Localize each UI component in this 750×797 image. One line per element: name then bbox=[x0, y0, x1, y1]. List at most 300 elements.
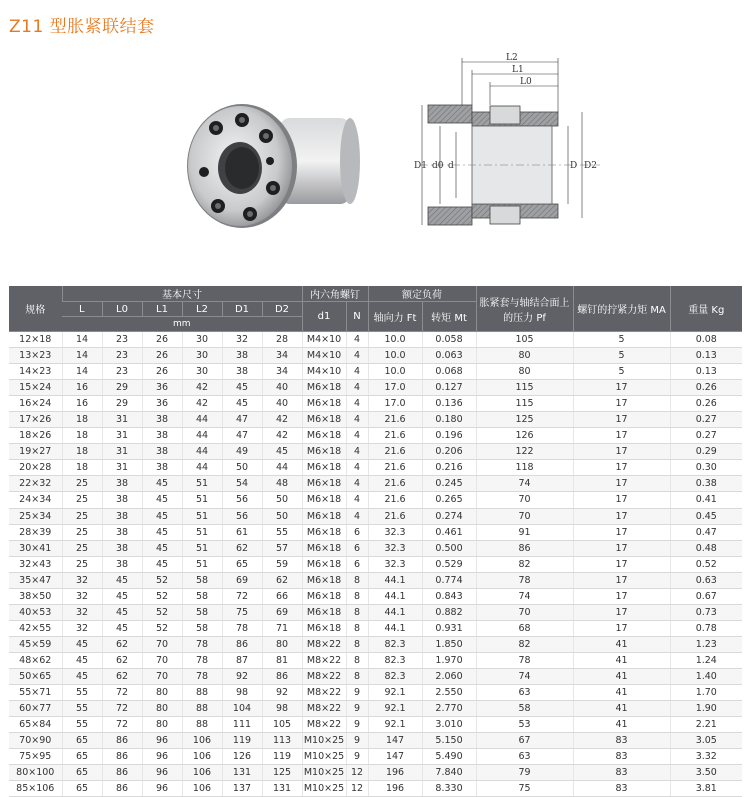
table-cell: 34 bbox=[262, 364, 302, 380]
table-cell: 19×27 bbox=[9, 444, 62, 460]
table-cell: 55 bbox=[62, 685, 102, 701]
table-cell: 9 bbox=[346, 701, 368, 717]
table-cell: M6×18 bbox=[302, 380, 346, 396]
table-cell: 74 bbox=[476, 668, 573, 684]
table-cell: M6×18 bbox=[302, 556, 346, 572]
table-cell: 10.0 bbox=[368, 332, 422, 348]
table-cell: 18 bbox=[62, 428, 102, 444]
dim-d1: D1 bbox=[414, 161, 427, 171]
table-cell: 38 bbox=[102, 540, 142, 556]
table-cell: 4 bbox=[346, 460, 368, 476]
table-cell: 2.770 bbox=[422, 701, 476, 717]
table-cell: 28×39 bbox=[9, 524, 62, 540]
table-cell: 126 bbox=[222, 749, 262, 765]
table-cell: 72 bbox=[102, 685, 142, 701]
table-row bbox=[9, 460, 742, 476]
table-cell: 72 bbox=[102, 701, 142, 717]
table-cell: 87 bbox=[222, 652, 262, 668]
table-cell: 18 bbox=[62, 460, 102, 476]
table-cell: 23 bbox=[102, 348, 142, 364]
table-cell: M8×22 bbox=[302, 652, 346, 668]
table-cell: 14×23 bbox=[9, 364, 62, 380]
table-cell: 80 bbox=[142, 685, 182, 701]
table-cell: 29 bbox=[102, 380, 142, 396]
table-cell: 75 bbox=[222, 604, 262, 620]
table-cell: 10.0 bbox=[368, 348, 422, 364]
table-cell: 0.13 bbox=[670, 348, 742, 364]
header-rated-load: 额定负荷 bbox=[368, 286, 476, 302]
table-cell: 5 bbox=[573, 364, 670, 380]
table-cell: 70 bbox=[476, 604, 573, 620]
table-cell: 9 bbox=[346, 733, 368, 749]
table-cell: 115 bbox=[476, 380, 573, 396]
table-cell: 91 bbox=[476, 524, 573, 540]
table-cell: 119 bbox=[222, 733, 262, 749]
table-cell: 60×77 bbox=[9, 701, 62, 717]
table-cell: 51 bbox=[182, 524, 222, 540]
table-cell: 23 bbox=[102, 332, 142, 348]
table-cell: 0.45 bbox=[670, 508, 742, 524]
table-cell: 86 bbox=[222, 636, 262, 652]
table-cell: 16 bbox=[62, 380, 102, 396]
table-cell: 0.196 bbox=[422, 428, 476, 444]
table-cell: 34 bbox=[262, 348, 302, 364]
table-cell: 36 bbox=[142, 396, 182, 412]
table-row bbox=[9, 556, 742, 572]
table-cell: 21.6 bbox=[368, 412, 422, 428]
table-row bbox=[9, 652, 742, 668]
table-cell: 104 bbox=[222, 701, 262, 717]
header-D2: D2 bbox=[262, 302, 302, 317]
table-cell: 4 bbox=[346, 492, 368, 508]
table-row bbox=[9, 380, 742, 396]
table-cell: 0.245 bbox=[422, 476, 476, 492]
table-cell: 70 bbox=[142, 636, 182, 652]
table-cell: 0.931 bbox=[422, 620, 476, 636]
table-cell: 115 bbox=[476, 396, 573, 412]
table-cell: M6×18 bbox=[302, 492, 346, 508]
table-cell: 45 bbox=[62, 652, 102, 668]
table-row bbox=[9, 476, 742, 492]
table-cell: 45 bbox=[102, 588, 142, 604]
table-cell: 137 bbox=[222, 781, 262, 797]
dim-l2: L2 bbox=[506, 53, 518, 63]
table-cell: 17 bbox=[573, 460, 670, 476]
table-cell: 1.970 bbox=[422, 652, 476, 668]
table-cell: M6×18 bbox=[302, 588, 346, 604]
table-cell: 78 bbox=[182, 652, 222, 668]
table-cell: 74 bbox=[476, 476, 573, 492]
table-cell: 63 bbox=[476, 749, 573, 765]
table-cell: 83 bbox=[573, 733, 670, 749]
table-cell: 52 bbox=[142, 604, 182, 620]
table-cell: 9 bbox=[346, 717, 368, 733]
table-cell: 56 bbox=[222, 492, 262, 508]
table-cell: 41 bbox=[573, 717, 670, 733]
table-cell: M10×25 bbox=[302, 749, 346, 765]
table-cell: 1.90 bbox=[670, 701, 742, 717]
table-cell: 25 bbox=[62, 492, 102, 508]
table-cell: 21.6 bbox=[368, 492, 422, 508]
table-cell: 25×34 bbox=[9, 508, 62, 524]
table-cell: 106 bbox=[182, 765, 222, 781]
table-cell: 0.180 bbox=[422, 412, 476, 428]
table-cell: 17 bbox=[573, 604, 670, 620]
table-cell: 65 bbox=[222, 556, 262, 572]
table-cell: 25 bbox=[62, 524, 102, 540]
table-cell: 51 bbox=[182, 540, 222, 556]
table-cell: 8 bbox=[346, 652, 368, 668]
table-cell: 196 bbox=[368, 781, 422, 797]
table-cell: 30 bbox=[182, 364, 222, 380]
table-cell: 0.058 bbox=[422, 332, 476, 348]
table-row bbox=[9, 540, 742, 556]
table-cell: 5.490 bbox=[422, 749, 476, 765]
table-cell: 0.38 bbox=[670, 476, 742, 492]
table-cell: 55×71 bbox=[9, 685, 62, 701]
table-cell: 74 bbox=[476, 588, 573, 604]
table-cell: 4 bbox=[346, 396, 368, 412]
table-cell: 125 bbox=[476, 412, 573, 428]
table-cell: 14 bbox=[62, 348, 102, 364]
table-cell: M4×10 bbox=[302, 332, 346, 348]
table-cell: 70 bbox=[476, 508, 573, 524]
table-cell: 21.6 bbox=[368, 460, 422, 476]
table-cell: 82.3 bbox=[368, 652, 422, 668]
table-cell: 25 bbox=[62, 476, 102, 492]
table-cell: 3.010 bbox=[422, 717, 476, 733]
table-cell: 0.08 bbox=[670, 332, 742, 348]
table-cell: 4 bbox=[346, 380, 368, 396]
table-cell: 55 bbox=[62, 717, 102, 733]
table-cell: 3.81 bbox=[670, 781, 742, 797]
table-row bbox=[9, 588, 742, 604]
table-cell: M6×18 bbox=[302, 604, 346, 620]
table-cell: M6×18 bbox=[302, 476, 346, 492]
table-cell: 1.23 bbox=[670, 636, 742, 652]
table-cell: 24×34 bbox=[9, 492, 62, 508]
table-cell: 54 bbox=[222, 476, 262, 492]
table-cell: 25 bbox=[62, 540, 102, 556]
table-cell: 0.48 bbox=[670, 540, 742, 556]
table-cell: 17 bbox=[573, 540, 670, 556]
table-cell: 63 bbox=[476, 685, 573, 701]
table-cell: 0.27 bbox=[670, 412, 742, 428]
table-cell: 42 bbox=[262, 412, 302, 428]
table-cell: 48×62 bbox=[9, 652, 62, 668]
table-cell: 16 bbox=[62, 396, 102, 412]
table-cell: 0.41 bbox=[670, 492, 742, 508]
table-cell: 0.47 bbox=[670, 524, 742, 540]
table-row bbox=[9, 733, 742, 749]
table-row bbox=[9, 749, 742, 765]
table-cell: 14 bbox=[62, 364, 102, 380]
table-cell: M8×22 bbox=[302, 668, 346, 684]
dim-d: d bbox=[448, 161, 454, 171]
table-cell: 105 bbox=[262, 717, 302, 733]
table-cell: 45 bbox=[142, 476, 182, 492]
table-cell: 96 bbox=[142, 733, 182, 749]
table-cell: 17 bbox=[573, 524, 670, 540]
table-cell: 38 bbox=[222, 364, 262, 380]
header-N: N bbox=[346, 302, 368, 332]
table-cell: 52 bbox=[142, 588, 182, 604]
table-cell: M8×22 bbox=[302, 701, 346, 717]
screw-section bbox=[490, 106, 520, 124]
table-cell: 17 bbox=[573, 380, 670, 396]
table-cell: 17 bbox=[573, 572, 670, 588]
table-cell: 58 bbox=[182, 604, 222, 620]
table-cell: 16×24 bbox=[9, 396, 62, 412]
table-cell: 80 bbox=[142, 701, 182, 717]
table-cell: 8 bbox=[346, 620, 368, 636]
table-cell: 4 bbox=[346, 428, 368, 444]
table-cell: 0.265 bbox=[422, 492, 476, 508]
table-cell: 9 bbox=[346, 685, 368, 701]
table-cell: 42 bbox=[182, 396, 222, 412]
table-cell: M6×18 bbox=[302, 572, 346, 588]
page-title: Z11 型胀紧联结套 bbox=[9, 17, 155, 37]
table-cell: 86 bbox=[102, 749, 142, 765]
table-cell: 42 bbox=[182, 380, 222, 396]
table-cell: 45 bbox=[62, 636, 102, 652]
table-cell: 18 bbox=[62, 412, 102, 428]
table-cell: 106 bbox=[182, 749, 222, 765]
table-cell: 83 bbox=[573, 781, 670, 797]
table-cell: 0.26 bbox=[670, 396, 742, 412]
table-cell: 105 bbox=[476, 332, 573, 348]
header-hex-screw: 内六角螺钉 bbox=[302, 286, 368, 302]
table-cell: 78 bbox=[182, 668, 222, 684]
table-cell: 66 bbox=[262, 588, 302, 604]
table-cell: 21.6 bbox=[368, 444, 422, 460]
table-cell: 44 bbox=[182, 428, 222, 444]
table-cell: 44.1 bbox=[368, 620, 422, 636]
dim-d0: d0 bbox=[432, 161, 444, 171]
table-cell: 12 bbox=[346, 765, 368, 781]
header-L2: L2 bbox=[182, 302, 222, 317]
header-d1: d1 bbox=[302, 302, 346, 332]
table-cell: 0.774 bbox=[422, 572, 476, 588]
table-cell: 32 bbox=[62, 604, 102, 620]
table-cell: 0.73 bbox=[670, 604, 742, 620]
table-cell: 45 bbox=[62, 668, 102, 684]
table-cell: 92.1 bbox=[368, 685, 422, 701]
table-cell: 50 bbox=[222, 460, 262, 476]
table-cell: 4 bbox=[346, 348, 368, 364]
table-cell: 50 bbox=[262, 508, 302, 524]
table-cell: 0.127 bbox=[422, 380, 476, 396]
table-cell: 126 bbox=[476, 428, 573, 444]
table-cell: 69 bbox=[262, 604, 302, 620]
table-cell: 21.6 bbox=[368, 508, 422, 524]
table-row bbox=[9, 717, 742, 733]
table-cell: 119 bbox=[262, 749, 302, 765]
table-cell: 31 bbox=[102, 428, 142, 444]
table-cell: 80 bbox=[142, 717, 182, 733]
table-cell: 8 bbox=[346, 604, 368, 620]
table-cell: M4×10 bbox=[302, 348, 346, 364]
table-row bbox=[9, 508, 742, 524]
table-cell: 75 bbox=[476, 781, 573, 797]
table-cell: 58 bbox=[182, 588, 222, 604]
table-cell: 26 bbox=[142, 332, 182, 348]
table-cell: 45 bbox=[142, 556, 182, 572]
table-cell: 12 bbox=[346, 781, 368, 797]
table-cell: 44 bbox=[182, 460, 222, 476]
table-cell: 0.461 bbox=[422, 524, 476, 540]
table-cell: 26 bbox=[142, 364, 182, 380]
table-cell: 42×55 bbox=[9, 620, 62, 636]
table-cell: 17 bbox=[573, 508, 670, 524]
table-cell: 38 bbox=[102, 508, 142, 524]
table-cell: 44 bbox=[262, 460, 302, 476]
table-cell: 45 bbox=[222, 380, 262, 396]
table-cell: M6×18 bbox=[302, 460, 346, 476]
table-cell: 82 bbox=[476, 556, 573, 572]
table-cell: 23 bbox=[102, 364, 142, 380]
table-cell: 17 bbox=[573, 444, 670, 460]
table-cell: M10×25 bbox=[302, 765, 346, 781]
table-cell: 86 bbox=[102, 781, 142, 797]
table-cell: 106 bbox=[182, 781, 222, 797]
table-row bbox=[9, 685, 742, 701]
table-cell: 0.500 bbox=[422, 540, 476, 556]
table-cell: 49 bbox=[222, 444, 262, 460]
header-basic-dims: 基本尺寸 bbox=[62, 286, 302, 302]
table-cell: 0.063 bbox=[422, 348, 476, 364]
table-cell: 22×32 bbox=[9, 476, 62, 492]
product-photo bbox=[180, 96, 370, 236]
table-cell: 5 bbox=[573, 348, 670, 364]
table-cell: 131 bbox=[262, 781, 302, 797]
table-cell: 44 bbox=[182, 412, 222, 428]
table-cell: 38×50 bbox=[9, 588, 62, 604]
table-cell: 88 bbox=[182, 717, 222, 733]
table-cell: 78 bbox=[476, 572, 573, 588]
table-cell: 30×41 bbox=[9, 540, 62, 556]
table-cell: M6×18 bbox=[302, 620, 346, 636]
table-cell: 86 bbox=[102, 765, 142, 781]
table-cell: 98 bbox=[262, 701, 302, 717]
table-cell: 96 bbox=[142, 765, 182, 781]
table-row bbox=[9, 524, 742, 540]
table-cell: 41 bbox=[573, 636, 670, 652]
table-cell: 3.50 bbox=[670, 765, 742, 781]
table-cell: 32.3 bbox=[368, 556, 422, 572]
table-cell: 0.67 bbox=[670, 588, 742, 604]
table-cell: M6×18 bbox=[302, 412, 346, 428]
spec-table bbox=[9, 286, 742, 797]
table-cell: 13×23 bbox=[9, 348, 62, 364]
table-cell: 50 bbox=[262, 492, 302, 508]
table-cell: 65 bbox=[62, 781, 102, 797]
header-L0: L0 bbox=[102, 302, 142, 317]
table-cell: 196 bbox=[368, 765, 422, 781]
table-cell: 2.060 bbox=[422, 668, 476, 684]
table-cell: 62 bbox=[262, 572, 302, 588]
table-cell: 5.150 bbox=[422, 733, 476, 749]
table-cell: 17 bbox=[573, 396, 670, 412]
table-cell: 8 bbox=[346, 668, 368, 684]
table-cell: 92 bbox=[222, 668, 262, 684]
table-cell: 29 bbox=[102, 396, 142, 412]
table-cell: 17 bbox=[573, 428, 670, 444]
header-torque: 螺钉的拧紧力矩 MA bbox=[573, 286, 670, 332]
table-cell: 3.05 bbox=[670, 733, 742, 749]
table-cell: 106 bbox=[182, 733, 222, 749]
table-cell: M8×22 bbox=[302, 636, 346, 652]
table-cell: 32×43 bbox=[9, 556, 62, 572]
table-cell: 59 bbox=[262, 556, 302, 572]
table-cell: 1.40 bbox=[670, 668, 742, 684]
table-cell: 58 bbox=[182, 572, 222, 588]
table-cell: 17 bbox=[573, 476, 670, 492]
table-cell: 72 bbox=[222, 588, 262, 604]
table-cell: 21.6 bbox=[368, 428, 422, 444]
table-cell: 12×18 bbox=[9, 332, 62, 348]
table-cell: 57 bbox=[262, 540, 302, 556]
table-cell: 79 bbox=[476, 765, 573, 781]
table-cell: 44.1 bbox=[368, 604, 422, 620]
table-cell: 81 bbox=[262, 652, 302, 668]
table-cell: 55 bbox=[62, 701, 102, 717]
table-cell: 41 bbox=[573, 701, 670, 717]
table-cell: 32.3 bbox=[368, 524, 422, 540]
table-cell: 0.136 bbox=[422, 396, 476, 412]
table-row bbox=[9, 765, 742, 781]
table-cell: 53 bbox=[476, 717, 573, 733]
dim-D2: D2 bbox=[584, 161, 597, 171]
table-cell: 0.529 bbox=[422, 556, 476, 572]
table-cell: 40 bbox=[262, 396, 302, 412]
table-cell: 38 bbox=[102, 556, 142, 572]
table-cell: 38 bbox=[222, 348, 262, 364]
table-cell: 125 bbox=[262, 765, 302, 781]
table-cell: 10.0 bbox=[368, 364, 422, 380]
table-cell: 38 bbox=[102, 476, 142, 492]
table-cell: 31 bbox=[102, 444, 142, 460]
table-cell: 92.1 bbox=[368, 701, 422, 717]
table-cell: 40×53 bbox=[9, 604, 62, 620]
table-cell: 45 bbox=[142, 492, 182, 508]
table-cell: 92 bbox=[262, 685, 302, 701]
table-cell: 45 bbox=[102, 620, 142, 636]
table-cell: 0.206 bbox=[422, 444, 476, 460]
table-cell: 14 bbox=[62, 332, 102, 348]
table-cell: 31 bbox=[102, 460, 142, 476]
table-cell: 0.882 bbox=[422, 604, 476, 620]
table-row bbox=[9, 412, 742, 428]
table-cell: 86 bbox=[262, 668, 302, 684]
table-cell: 6 bbox=[346, 556, 368, 572]
header-L: L bbox=[62, 302, 102, 317]
table-cell: 51 bbox=[182, 556, 222, 572]
table-row bbox=[9, 348, 742, 364]
table-cell: 5 bbox=[573, 332, 670, 348]
table-cell: 32 bbox=[62, 588, 102, 604]
table-cell: 68 bbox=[476, 620, 573, 636]
table-cell: 8.330 bbox=[422, 781, 476, 797]
table-cell: 0.29 bbox=[670, 444, 742, 460]
table-cell: 28 bbox=[262, 332, 302, 348]
table-cell: 45 bbox=[102, 604, 142, 620]
table-row bbox=[9, 620, 742, 636]
header-weight: 重量 Kg bbox=[670, 286, 742, 332]
table-cell: 21.6 bbox=[368, 476, 422, 492]
table-cell: 17×26 bbox=[9, 412, 62, 428]
table-cell: 58 bbox=[182, 620, 222, 636]
